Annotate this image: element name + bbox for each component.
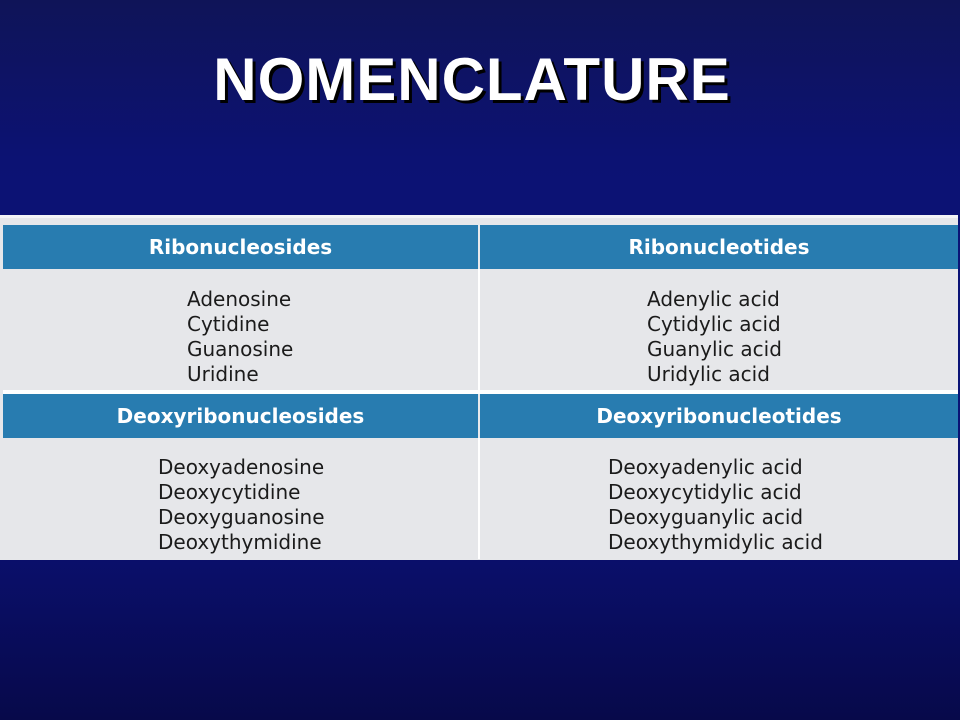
- list-item: Deoxycytidylic acid: [608, 480, 802, 504]
- list-item: Deoxythymidine: [158, 530, 322, 554]
- list-item: Cytidylic acid: [647, 312, 781, 336]
- list-item: Adenosine: [187, 287, 292, 311]
- nomenclature-table-image: [0, 215, 958, 560]
- table-row: [3, 269, 958, 390]
- header-ribonucleosides: Ribonucleosides: [3, 225, 479, 269]
- list-item: Deoxythymidylic acid: [608, 530, 823, 554]
- table-header-row: [3, 225, 958, 269]
- list-item: Deoxyguanylic acid: [608, 505, 804, 529]
- ribonucleosides-list: [187, 272, 478, 387]
- header-ribonucleotides: Ribonucleotides: [479, 225, 958, 269]
- list-item: Guanylic acid: [647, 337, 782, 361]
- ribonucleotides-cell: [479, 269, 958, 390]
- table-row: [3, 438, 958, 559]
- slide-title: NOMENCLATURE: [213, 46, 731, 113]
- nomenclature-table: [3, 225, 958, 559]
- list-item: Adenylic acid: [647, 287, 780, 311]
- header-deoxyribonucleosides: Deoxyribonucleosides: [3, 394, 479, 438]
- list-item: Deoxyadenosine: [158, 455, 325, 479]
- list-item: Uridine: [187, 362, 259, 386]
- deoxyribonucleotides-list: [608, 442, 958, 555]
- list-item: Uridylic acid: [647, 362, 770, 386]
- ribonucleosides-cell: [3, 269, 479, 390]
- deoxyribonucleotides-cell: [479, 438, 958, 559]
- list-item: Deoxyguanosine: [158, 505, 325, 529]
- deoxyribonucleosides-cell: [3, 438, 479, 559]
- ribonucleotides-list: [647, 272, 958, 387]
- list-item: Deoxyadenylic acid: [608, 455, 803, 479]
- list-item: Guanosine: [187, 337, 294, 361]
- list-item: Cytidine: [187, 312, 270, 336]
- deoxyribonucleosides-list: [158, 442, 478, 555]
- list-item: Deoxycytidine: [158, 480, 301, 504]
- table-header-row: [3, 394, 958, 438]
- header-deoxyribonucleotides: Deoxyribonucleotides: [479, 394, 958, 438]
